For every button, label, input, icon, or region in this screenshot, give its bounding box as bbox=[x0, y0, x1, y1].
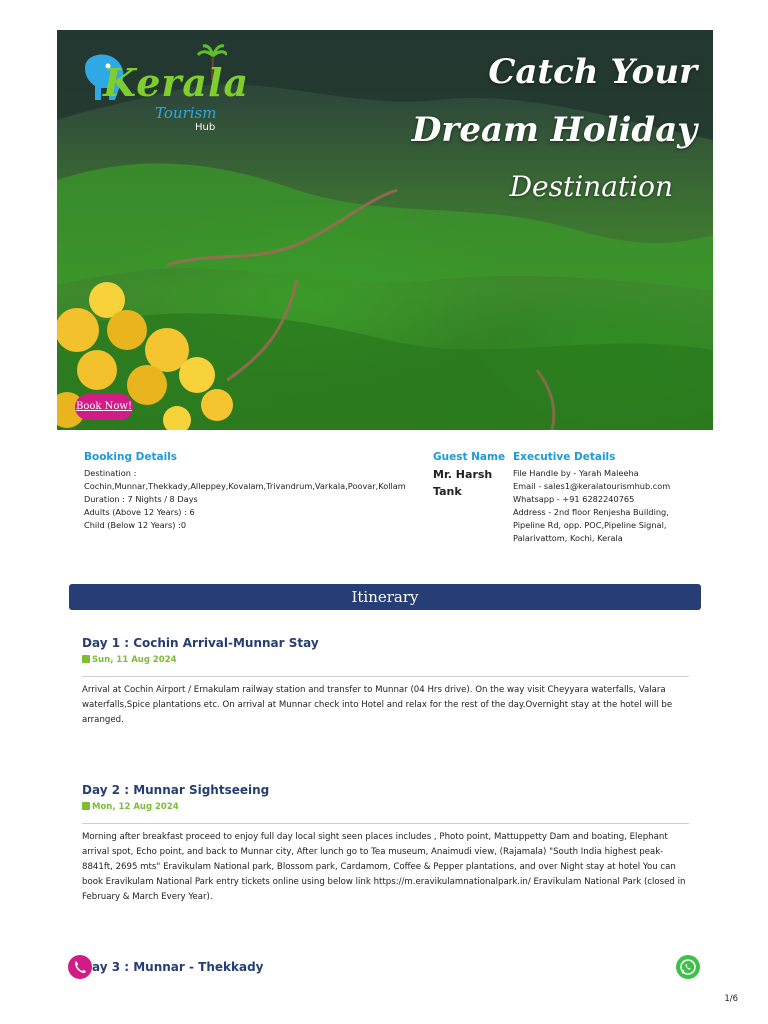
logo-tourism-text: Tourism bbox=[155, 104, 217, 122]
executive-line: File Handle by - Yarah Maleeha bbox=[513, 468, 639, 478]
guest-name-line: Tank bbox=[433, 485, 462, 498]
executive-email[interactable]: Email - sales1@keralatourismhub.com bbox=[513, 481, 671, 491]
day-1-date bbox=[82, 655, 177, 665]
calendar-icon bbox=[82, 655, 90, 663]
hero-banner bbox=[57, 30, 713, 430]
whatsapp-button[interactable] bbox=[676, 955, 700, 979]
executive-details-text bbox=[513, 467, 670, 545]
booking-line: Duration : 7 Nights / 8 Days bbox=[84, 494, 198, 504]
day-2-date-text: Mon, 12 Aug 2024 bbox=[92, 802, 179, 812]
logo-kerala-text: Kerala bbox=[103, 60, 250, 105]
whatsapp-icon bbox=[676, 955, 700, 979]
booking-line: Destination : bbox=[84, 468, 137, 478]
phone-icon bbox=[68, 955, 92, 979]
executive-line: Pipeline Rd, opp. POC,Pipeline Signal, bbox=[513, 520, 667, 530]
divider bbox=[82, 823, 689, 824]
booking-line: Cochin,Munnar,Thekkady,Alleppey,Kovalam,Trivandrum,Varkala,Poovar,Kollam bbox=[84, 481, 406, 491]
phone-call-button[interactable] bbox=[68, 955, 92, 979]
tagline-line-2: Dream Holiday bbox=[411, 110, 697, 150]
booking-line: Child (Below 12 Years) :0 bbox=[84, 520, 187, 530]
kerala-tourism-logo bbox=[71, 40, 250, 140]
day-2-date bbox=[82, 802, 179, 812]
booking-line: Adults (Above 12 Years) : 6 bbox=[84, 507, 195, 517]
tagline-line-1: Catch Your bbox=[488, 52, 697, 92]
page-number: 1/6 bbox=[724, 994, 738, 1004]
itinerary-header: Itinerary bbox=[69, 584, 701, 610]
executive-details-heading: Executive Details bbox=[513, 451, 616, 463]
day-3-title: ay 3 : Munnar - Thekkady bbox=[92, 960, 264, 974]
day-2-description: Morning after breakfast proceed to enjoy full day local sight seen places includes , Photo point, Mattuppetty Dam and boating, Elephant arrival spot, Echo point, and back to Munnar city, After lunch go to Tea museum, Anaimudi view, (Rajamala) "South India highest peak- 8841ft, 2695 mts" Eravikulam National park, Blossom park, Cardamom, Coffee & Pepper plantations, and over Night stay at hotel You can book Eravikulam National Park entry tickets online using below link https://m.eravikulamnationalpark.in/ Eravikulam National Park (closed in February & March Every Year). bbox=[82, 832, 686, 902]
day-1-date-text: Sun, 11 Aug 2024 bbox=[92, 655, 177, 665]
executive-line: Palarivattom, Kochi, Kerala bbox=[513, 533, 623, 543]
guest-name-line: Mr. Harsh bbox=[433, 468, 493, 481]
divider bbox=[82, 676, 689, 677]
executive-line: Address - 2nd floor Renjesha Building, bbox=[513, 507, 669, 517]
executive-whatsapp[interactable]: Whatsapp - +91 6282240765 bbox=[513, 494, 635, 504]
guest-name bbox=[433, 466, 492, 500]
book-now-button[interactable]: Book Now! bbox=[75, 394, 133, 420]
logo-hub-text: Hub bbox=[195, 122, 216, 133]
calendar-icon bbox=[82, 802, 90, 810]
day-2-title: Day 2 : Munnar Sightseeing bbox=[82, 783, 270, 797]
booking-details-text bbox=[84, 467, 406, 532]
day-1-description: Arrival at Cochin Airport / Ernakulam railway station and transfer to Munnar (04 Hrs drive). On the way visit Cheyyara waterfalls, Valara waterfalls,Spice plantations etc. On arrival at Munnar check into Hotel and relax for the rest of the day.Overnight stay at the hotel will be arranged. bbox=[82, 685, 673, 725]
day-1-title: Day 1 : Cochin Arrival-Munnar Stay bbox=[82, 636, 319, 650]
booking-details-heading: Booking Details bbox=[84, 451, 178, 463]
tagline-line-3: Destination bbox=[509, 170, 673, 203]
guest-name-heading: Guest Name bbox=[433, 451, 506, 463]
